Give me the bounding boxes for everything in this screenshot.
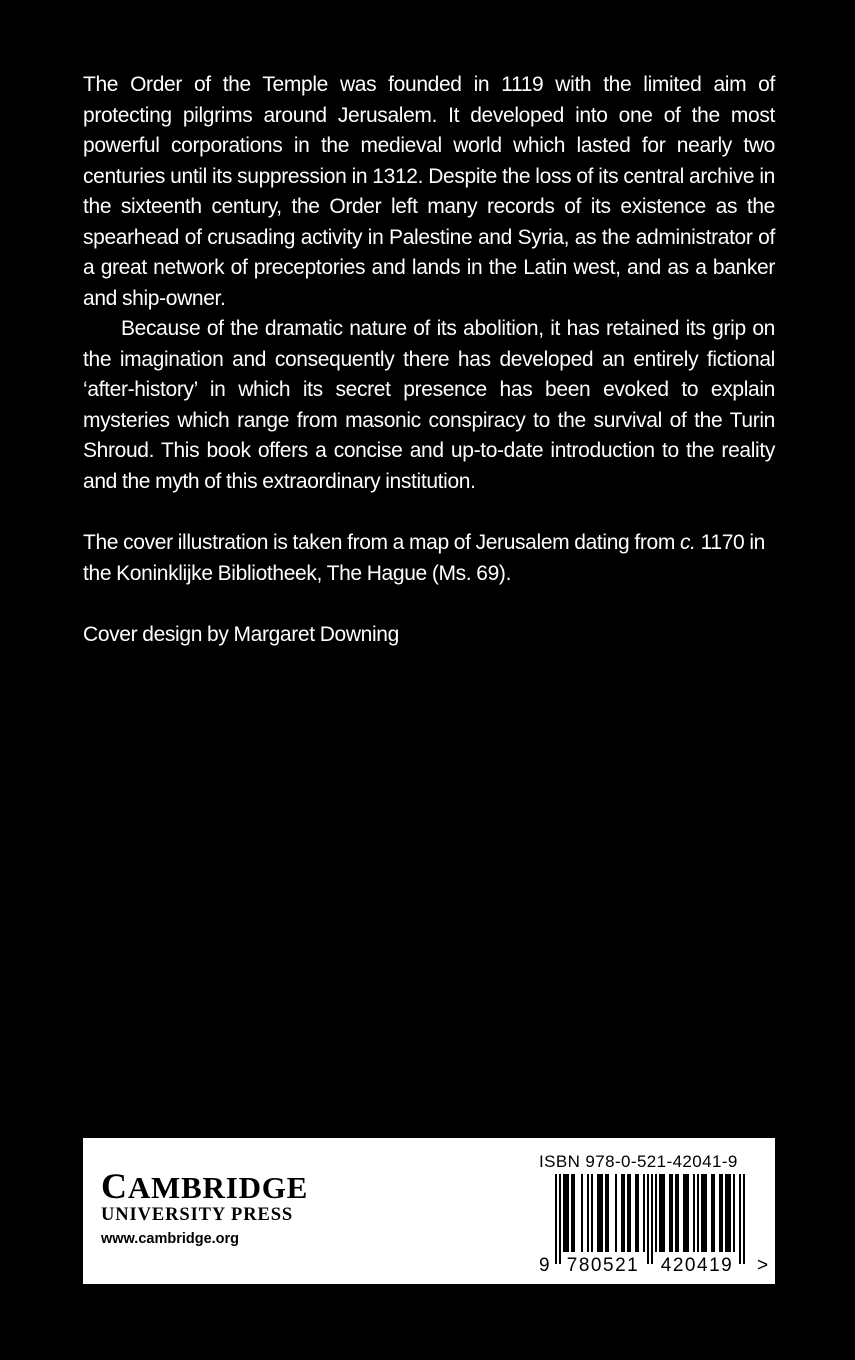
barcode-bar bbox=[675, 1174, 677, 1252]
barcode-bar bbox=[573, 1174, 575, 1252]
barcode-bar bbox=[697, 1174, 699, 1252]
barcode-bar bbox=[655, 1174, 657, 1252]
barcode-bar bbox=[743, 1174, 745, 1264]
barcode-bar bbox=[729, 1174, 731, 1252]
barcode-bar bbox=[629, 1174, 631, 1252]
barcode-lead-digit: 9 bbox=[539, 1255, 550, 1274]
barcode-bar bbox=[559, 1174, 561, 1264]
barcode-bar bbox=[671, 1174, 673, 1252]
blurb-paragraph-1: The Order of the Temple was founded in 1119 with the limited aim of protecting pilgrims around Jerusalem. It developed into one of the most powerful corporations in the medieval world which lasted for nearly two centuries until its suppression in 1312. Despite the loss of its central archive in the sixteenth century, the Order left many records of its existence as the spearhead of crusading activity in Palestine and Syria, as the administrator of a great network of preceptories and lands in the Latin west, and as a banker and ship-owner. bbox=[83, 73, 775, 310]
isbn-label: ISBN 978-0-521-42041-9 bbox=[539, 1152, 738, 1171]
cover-note-circa: c. bbox=[679, 531, 696, 554]
barcode-bar bbox=[567, 1174, 569, 1252]
barcode-bar bbox=[739, 1174, 741, 1264]
barcode-bar bbox=[587, 1174, 589, 1252]
barcode-bar bbox=[701, 1174, 703, 1252]
back-cover-blurb bbox=[83, 70, 775, 651]
barcode-bar bbox=[607, 1174, 609, 1252]
barcode-bar bbox=[615, 1174, 617, 1252]
barcode-bar bbox=[713, 1174, 715, 1252]
barcode-bar bbox=[581, 1174, 583, 1252]
barcode-bar bbox=[683, 1174, 685, 1252]
barcode-bar bbox=[663, 1174, 665, 1252]
barcode-bar bbox=[571, 1174, 573, 1252]
publisher-barcode-panel bbox=[83, 1138, 775, 1284]
barcode-bar bbox=[599, 1174, 601, 1252]
blurb-paragraph-2: Because of the dramatic nature of its abolition, it has retained its grip on the imagination and consequently there has developed an entirely fictional ‘after-history’ in which its secret presence has been evoked to explain mysteries which range from masonic conspiracy to the survival of the Turin Shroud. This book offers a concise and up-to-date introduction to the reality and the myth of this extraordinary institution. bbox=[83, 317, 775, 493]
barcode-bar bbox=[733, 1174, 735, 1252]
barcode-bar bbox=[555, 1174, 557, 1264]
barcode-bar bbox=[669, 1174, 671, 1252]
barcode-bar bbox=[597, 1174, 599, 1252]
barcode-bar bbox=[601, 1174, 603, 1252]
barcode-quiet-mark: > bbox=[757, 1255, 769, 1274]
barcode-bars bbox=[555, 1174, 745, 1264]
barcode-bar bbox=[685, 1174, 687, 1252]
cover-note-text-1: The cover illustration is taken from a map of Jerusalem dating from bbox=[83, 531, 680, 554]
barcode-bar bbox=[661, 1174, 663, 1252]
barcode-bar bbox=[719, 1174, 721, 1252]
cover-illustration-note bbox=[83, 528, 775, 589]
barcode-bar bbox=[565, 1174, 567, 1252]
barcode-bar bbox=[705, 1174, 707, 1252]
publisher-name bbox=[101, 1166, 309, 1206]
barcode-bar bbox=[623, 1174, 625, 1252]
isbn-barcode bbox=[537, 1174, 769, 1274]
barcode-bar bbox=[605, 1174, 607, 1252]
barcode-right-digits: 420419 bbox=[660, 1255, 734, 1274]
barcode-bar bbox=[659, 1174, 661, 1252]
barcode-bar bbox=[627, 1174, 629, 1252]
publisher-subtitle: UNIVERSITY PRESS bbox=[101, 1205, 294, 1225]
barcode-bar bbox=[621, 1174, 623, 1252]
barcode-bar bbox=[711, 1174, 713, 1252]
barcode-bar bbox=[643, 1174, 645, 1252]
publisher-name-rest: AMBRIDGE bbox=[127, 1170, 309, 1205]
barcode-bar bbox=[703, 1174, 705, 1252]
cambridge-logo bbox=[101, 1166, 309, 1250]
barcode-bar bbox=[725, 1174, 727, 1252]
barcode-bar bbox=[591, 1174, 593, 1252]
cover-design-credit: Cover design by Margaret Downing bbox=[83, 623, 399, 646]
publisher-url: www.cambridge.org bbox=[101, 1231, 240, 1247]
barcode-bar bbox=[721, 1174, 723, 1252]
barcode-bar bbox=[637, 1174, 639, 1252]
barcode-bar bbox=[563, 1174, 565, 1252]
barcode-left-digits: 780521 bbox=[566, 1255, 640, 1274]
barcode-bar bbox=[647, 1174, 649, 1264]
publisher-name-initial: C bbox=[101, 1166, 128, 1206]
barcode-bar bbox=[687, 1174, 689, 1252]
barcode-bar bbox=[651, 1174, 653, 1264]
barcode-bar bbox=[635, 1174, 637, 1252]
cover-note-text-2: 1170 in the Koninklijke Bibliotheek, The Hague (Ms. 69). bbox=[83, 531, 765, 585]
barcode-bar bbox=[727, 1174, 729, 1252]
barcode-bar bbox=[677, 1174, 679, 1252]
barcode-bar bbox=[693, 1174, 695, 1252]
